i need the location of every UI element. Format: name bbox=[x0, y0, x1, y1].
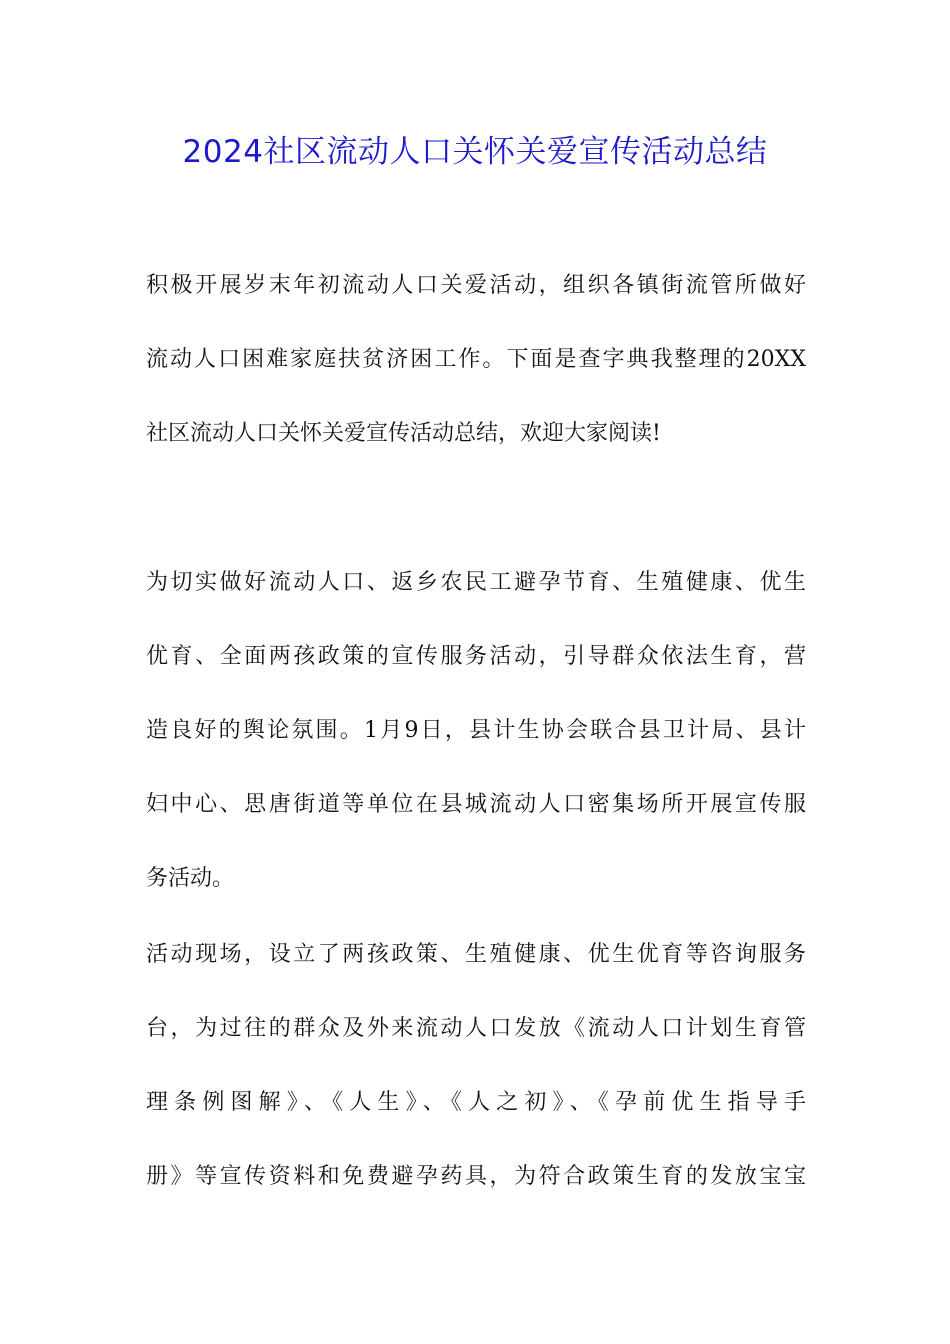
paragraph-3-line-3: 理条例图解》、《人生》、《人之初》、《孕前优生指导手 bbox=[146, 1090, 806, 1115]
paragraph-2-line-4: 妇中心、思唐街道等单位在县城流动人口密集场所开展宣传服 bbox=[146, 792, 806, 817]
paragraph-3-line-2: 台，为过往的群众及外来流动人口发放《流动人口计划生育管 bbox=[146, 1016, 806, 1041]
paragraph-2-line-5: 务活动。 bbox=[146, 866, 235, 891]
paragraph-3-line-1: 活动现场，设立了两孩政策、生殖健康、优生优育等咨询服务 bbox=[146, 942, 806, 967]
paragraph-2-line-3: 造良好的舆论氛围。1月9日，县计生协会联合县卫计局、县计 bbox=[146, 718, 806, 743]
document-title: 2024社区流动人口关怀关爱宣传活动总结 bbox=[182, 134, 768, 170]
paragraph-3-line-4: 册》等宣传资料和免费避孕药具，为符合政策生育的发放宝宝 bbox=[146, 1164, 806, 1189]
paragraph-2-line-1: 为切实做好流动人口、返乡农民工避孕节育、生殖健康、优生 bbox=[146, 570, 806, 595]
paragraph-1-line-3: 社区流动人口关怀关爱宣传活动总结，欢迎大家阅读! bbox=[146, 421, 661, 446]
paragraph-2-line-2: 优育、全面两孩政策的宣传服务活动，引导群众依法生育，营 bbox=[146, 644, 806, 669]
paragraph-1-line-1: 积极开展岁末年初流动人口关爱活动，组织各镇街流管所做好 bbox=[146, 273, 806, 298]
paragraph-1-line-2: 流动人口困难家庭扶贫济困工作。下面是查字典我整理的20XX bbox=[146, 347, 806, 372]
